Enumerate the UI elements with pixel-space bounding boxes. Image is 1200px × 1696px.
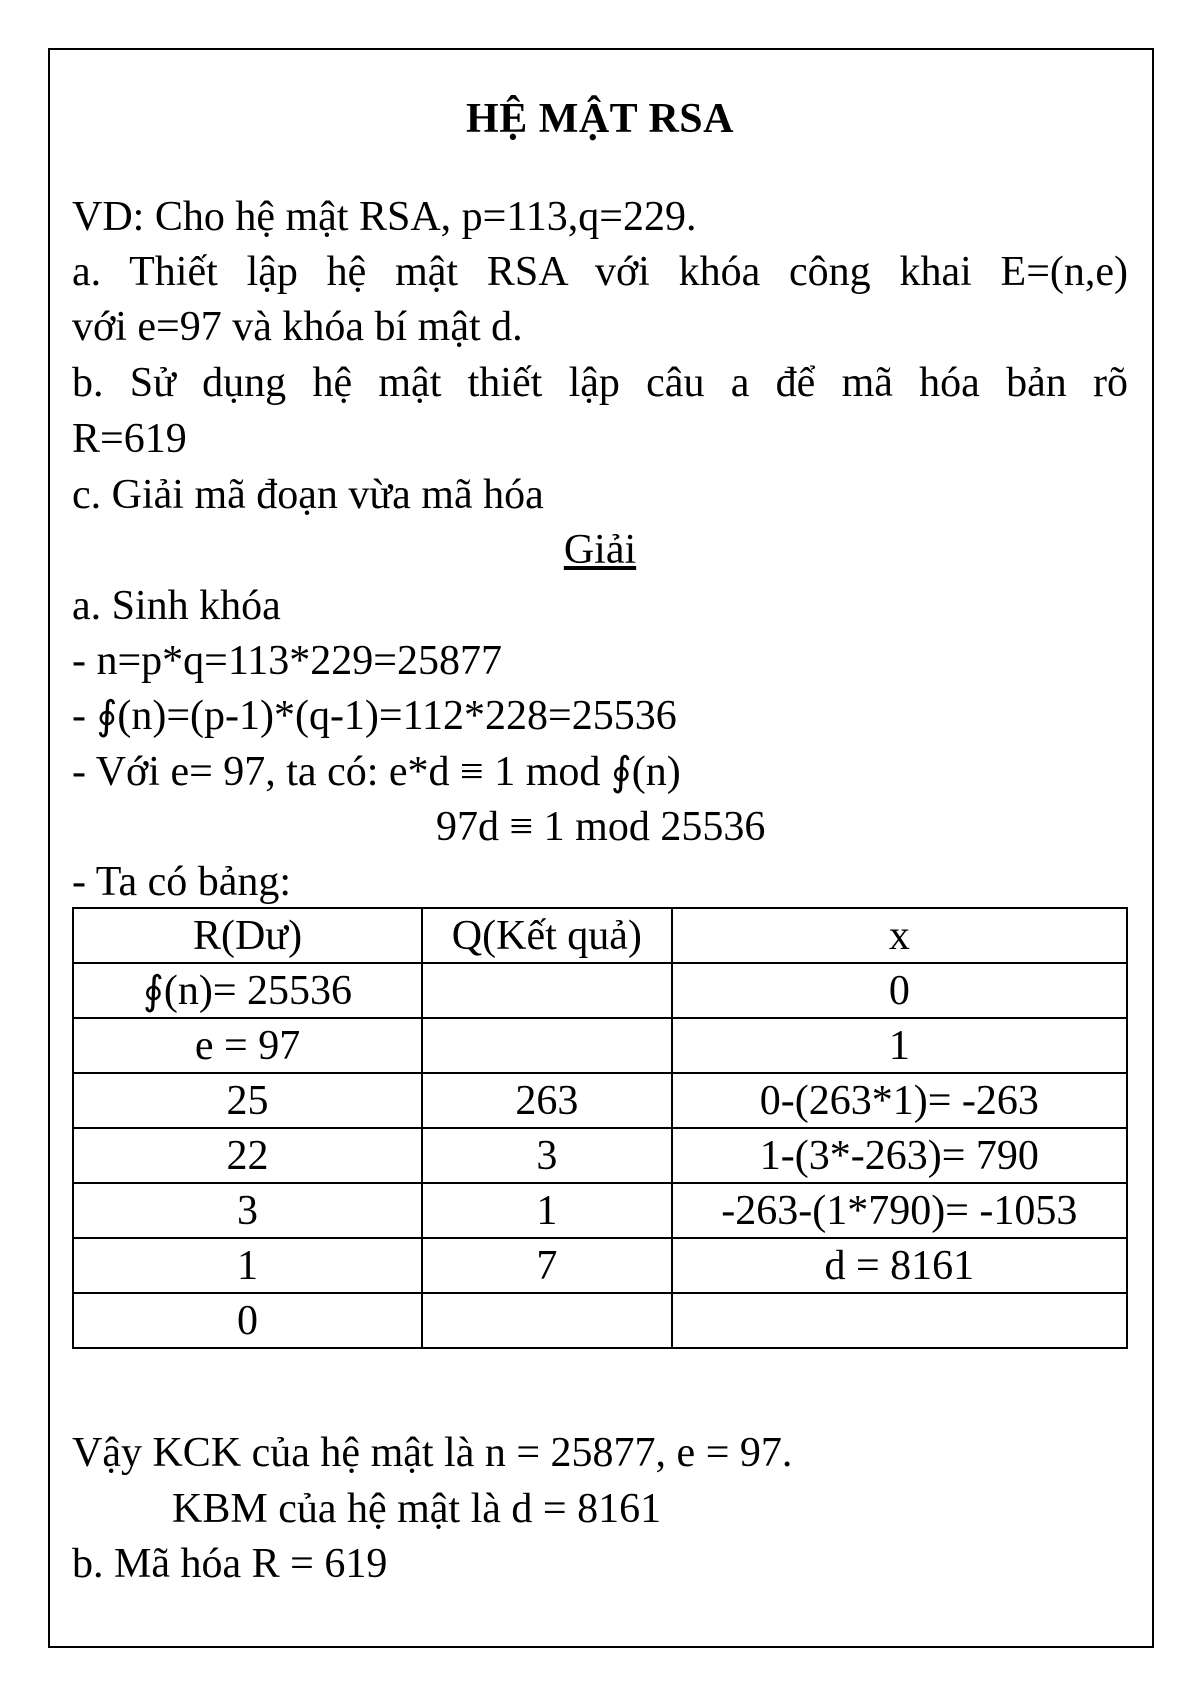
table-row bbox=[73, 963, 1127, 1018]
cell-x: d = 8161 bbox=[672, 1238, 1127, 1293]
congruence-equation: 97d ≡ 1 mod 25536 bbox=[436, 804, 766, 850]
part-a-title: a. Sinh khóa bbox=[72, 583, 281, 629]
cell-quotient: 7 bbox=[422, 1238, 672, 1293]
cell-x bbox=[672, 1293, 1127, 1348]
cell-quotient bbox=[422, 1018, 672, 1073]
private-key-conclusion: KBM của hệ mật là d = 8161 bbox=[172, 1486, 662, 1532]
cell-quotient bbox=[422, 963, 672, 1018]
cell-x: 0 bbox=[672, 963, 1127, 1018]
cell-remainder-text: (n)= 25536 bbox=[163, 967, 353, 1014]
header-remainder: R(Dư) bbox=[73, 908, 422, 963]
table-header-row bbox=[73, 908, 1127, 963]
cell-quotient: 1 bbox=[422, 1183, 672, 1238]
phi-calculation bbox=[72, 695, 677, 737]
phi-symbol-icon: ∮ bbox=[143, 967, 164, 1014]
cell-remainder: 3 bbox=[73, 1183, 422, 1238]
cell-remainder: 1 bbox=[73, 1238, 422, 1293]
cell-remainder: 25 bbox=[73, 1073, 422, 1128]
problem-intro: VD: Cho hệ mật RSA, p=113,q=229. bbox=[72, 194, 697, 240]
phi-symbol-icon: ∮ bbox=[610, 749, 632, 795]
cell-quotient bbox=[422, 1293, 672, 1348]
phi-line-rest: (n)=(p-1)*(q-1)=112*228=25536 bbox=[117, 693, 677, 739]
public-key-conclusion: Vậy KCK của hệ mật là n = 25877, e = 97. bbox=[72, 1430, 793, 1476]
cell-quotient: 263 bbox=[422, 1073, 672, 1128]
problem-part-c: c. Giải mã đoạn vừa mã hóa bbox=[72, 472, 544, 518]
cell-x: 1-(3*-263)= 790 bbox=[672, 1128, 1127, 1183]
e-condition bbox=[72, 751, 681, 793]
cell-quotient: 3 bbox=[422, 1128, 672, 1183]
solution-heading-text: Giải bbox=[563, 527, 637, 573]
table-row bbox=[73, 1073, 1127, 1128]
e-line-prefix: - Với e= 97, ta có: e*d ≡ 1 mod bbox=[72, 749, 611, 795]
problem-part-a-line-2: với e=97 và khóa bí mật d. bbox=[72, 304, 523, 350]
problem-part-a-line-1: a. Thiết lập hệ mật RSA với khóa công khai E=(n,e) bbox=[72, 249, 1128, 295]
header-quotient: Q(Kết quả) bbox=[422, 908, 672, 963]
page-title: HỆ MẬT RSA bbox=[466, 96, 734, 142]
table-intro: - Ta có bảng: bbox=[72, 859, 292, 905]
table-row bbox=[73, 1293, 1127, 1348]
e-line-suffix: (n) bbox=[631, 749, 681, 795]
table-row bbox=[73, 1128, 1127, 1183]
table-row bbox=[73, 1238, 1127, 1293]
cell-remainder: 0 bbox=[73, 1293, 422, 1348]
phi-line-prefix: - bbox=[72, 693, 97, 739]
n-calculation: - n=p*q=113*229=25877 bbox=[72, 638, 502, 684]
part-b-title: b. Mã hóa R = 619 bbox=[72, 1541, 388, 1587]
solution-heading bbox=[0, 529, 1200, 571]
cell-x: 0-(263*1)= -263 bbox=[672, 1073, 1127, 1128]
cell-x: 1 bbox=[672, 1018, 1127, 1073]
extended-euclid-table bbox=[72, 907, 1128, 1349]
problem-part-b-line-1: b. Sử dụng hệ mật thiết lập câu a để mã hóa bản rõ bbox=[72, 360, 1128, 406]
cell-remainder bbox=[73, 963, 422, 1018]
phi-symbol-icon: ∮ bbox=[96, 693, 118, 739]
cell-x: -263-(1*790)= -1053 bbox=[672, 1183, 1127, 1238]
header-x: x bbox=[672, 908, 1127, 963]
cell-remainder: 22 bbox=[73, 1128, 422, 1183]
problem-part-b-line-2: R=619 bbox=[72, 416, 187, 462]
cell-remainder: e = 97 bbox=[73, 1018, 422, 1073]
table-row bbox=[73, 1183, 1127, 1238]
table-row bbox=[73, 1018, 1127, 1073]
